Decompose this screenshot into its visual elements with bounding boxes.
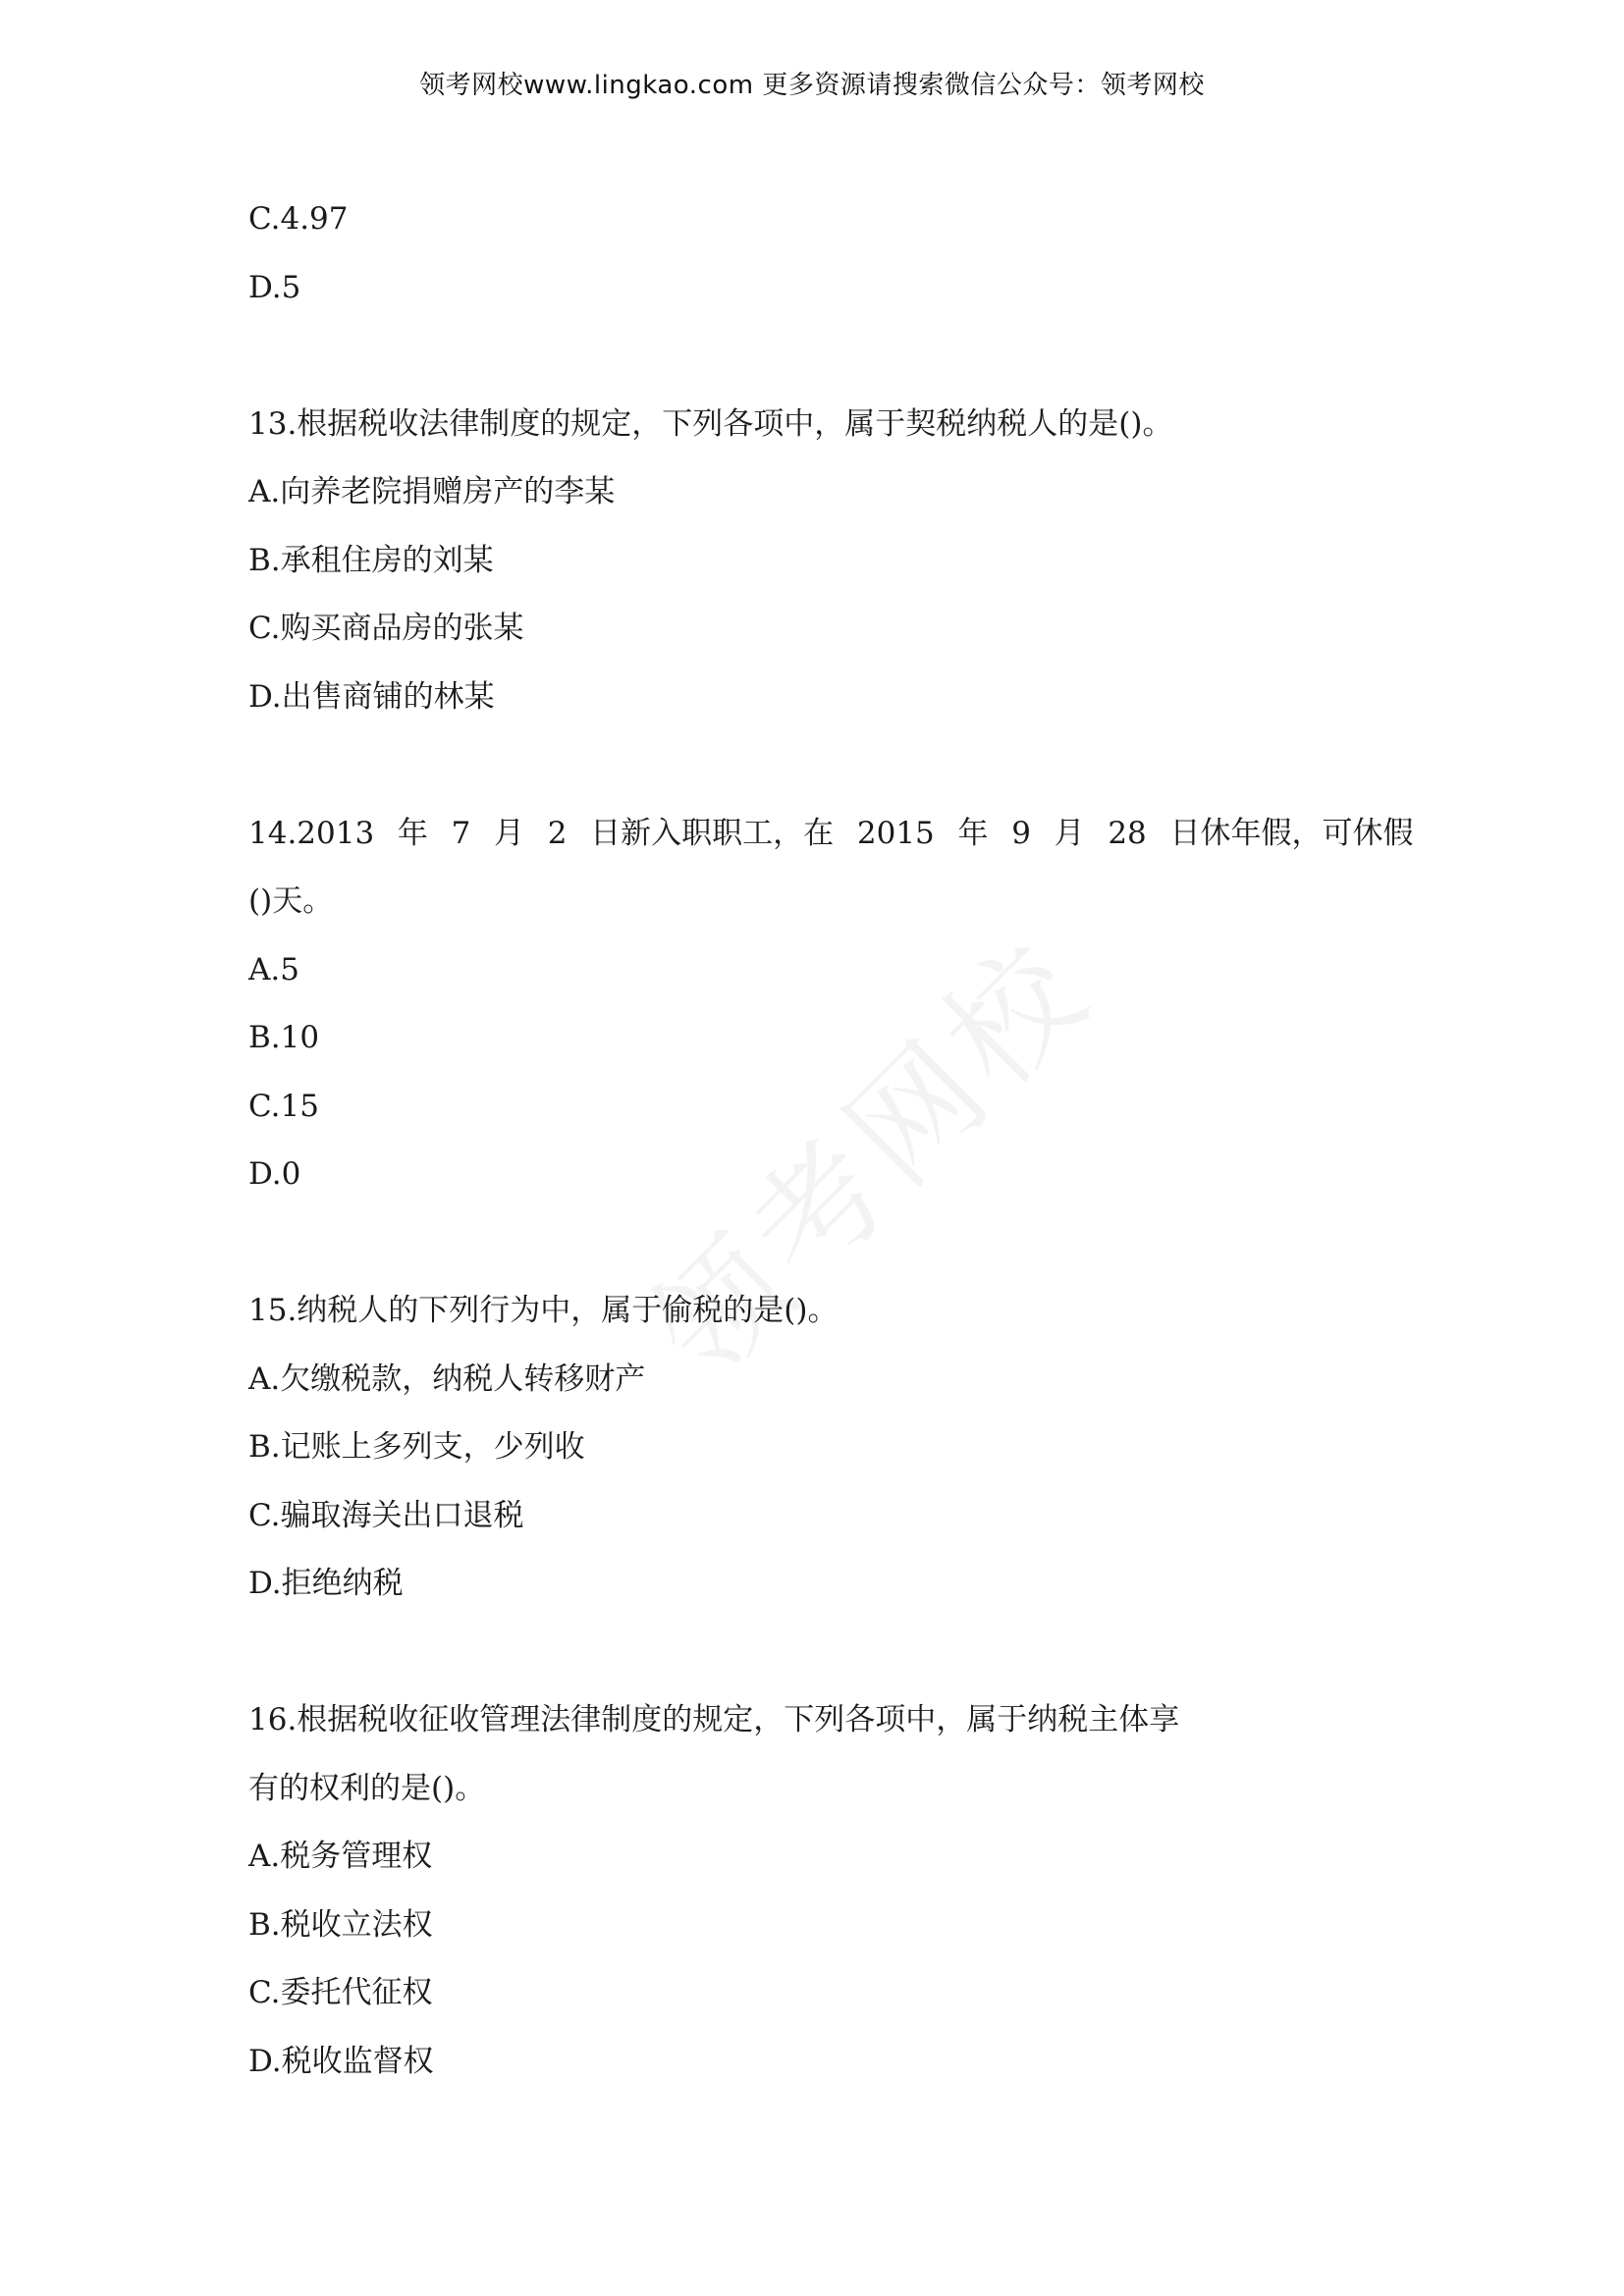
option-a: A.欠缴税款，纳税人转移财产: [248, 1361, 646, 1397]
spacer: [248, 1220, 1387, 1289]
spacer: [248, 333, 1387, 401]
question-16-title-cont: 有的权利的是()。: [248, 1770, 486, 1806]
option-a: A.税务管理权: [248, 1839, 433, 1874]
option-d: D.0: [248, 1156, 301, 1192]
option-b: B.承租住房的刘某: [248, 542, 494, 578]
option-c: C.委托代征权: [248, 1975, 433, 2010]
question-14-title: 14.2013 年 7 月 2 日新入职职工，在 2015 年 9 月 28 日休年假，可休假: [248, 815, 1414, 851]
option-a: A.5: [248, 951, 299, 988]
option-c: C.15: [248, 1088, 319, 1124]
option-c: C.购买商品房的张某: [248, 611, 524, 646]
option-c: C.4.97: [248, 201, 349, 237]
spacer: [248, 742, 1387, 811]
question-15-title: 15.纳税人的下列行为中，属于偷税的是()。: [248, 1293, 839, 1328]
option-b: B.10: [248, 1020, 320, 1055]
spacer: [248, 1629, 1387, 1698]
option-a: A.向养老院捐赠房产的李某: [248, 474, 616, 509]
document-body: [248, 196, 1414, 2107]
option-d: D.出售商铺的林某: [248, 678, 495, 715]
question-16-title: 16.根据税收征收管理法律制度的规定，下列各项中，属于纳税主体享: [248, 1702, 1180, 1737]
page-header: 领考网校www.lingkao.com 更多资源请搜索微信公众号：领考网校: [419, 71, 1205, 100]
question-13-title: 13.根据税收法律制度的规定，下列各项中，属于契税纳税人的是()。: [248, 405, 1173, 442]
option-c: C.骗取海关出口退税: [248, 1497, 524, 1533]
question-14-title-cont: ()天。: [248, 883, 334, 919]
option-d: D.5: [248, 269, 301, 305]
option-d: D.税收监督权: [248, 2043, 434, 2079]
option-b: B.税收立法权: [248, 1906, 433, 1943]
option-d: D.拒绝纳税: [248, 1566, 404, 1601]
option-b: B.记账上多列支，少列收: [248, 1429, 585, 1465]
